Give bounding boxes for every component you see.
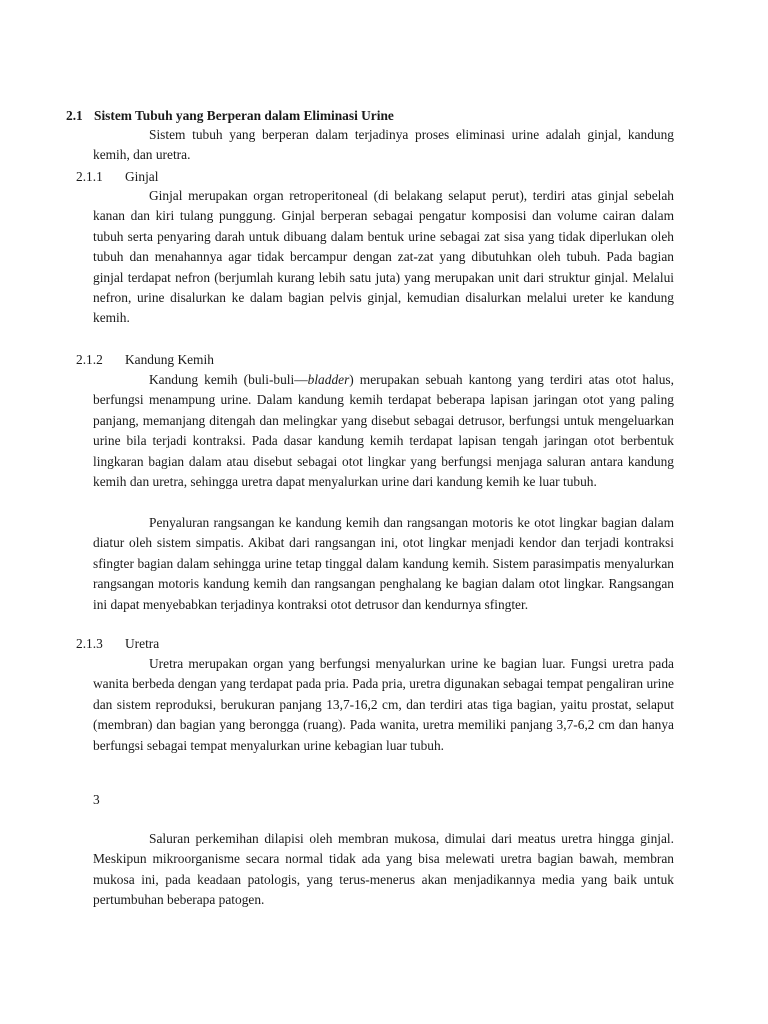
paragraph-uretra: Uretra merupakan organ yang berfungsi menyalurkan urine ke bagian luar. Fungsi uretra pada wanita berbeda dengan yang terdapat pada pria. Pada pria, uretra digunakan sebagai tempat pengaliran urine dan sistem reproduksi, berukuran panjang 13,7-16,2 cm, dan terdiri atas tiga bagian, yaitu prostat, selaput (membran) dan bagian yang berongga (ruang). Pada wanita, uretra memiliki panjang 3,7-6,2 cm dan hanya berfungsi sebagai tempat menyalurkan urine kebagian luar tubuh. [93,656,674,753]
subsection-heading-ginjal [76,168,158,186]
section-title: Sistem Tubuh yang Berperan dalam Eliminasi Urine [94,108,394,123]
subsection-number: 2.1.3 [76,636,103,651]
subsection-number: 2.1.2 [76,352,103,367]
subsection-title: Uretra [125,636,160,651]
paragraph-kandung-kemih-1 [93,370,674,492]
subsection-title: Ginjal [125,169,159,184]
paragraph-text: Kandung kemih (buli-buli— [149,372,308,387]
paragraph-kandung-kemih-2: Penyaluran rangsangan ke kandung kemih dan rangsangan motoris ke otot lingkar bagian dalam diatur oleh sistem simpatis. Akibat dari rangsangan ini, otot lingkar menjadi kendor dan terjadi kontraksi sfingter bagian dalam sehingga urine tetap tinggal dalam kandung kemih. Sistem parasimpatis menyalurkan rangsangan motoris kandung kemih dan rangsangan penghalang ke bagian dalam otot lingkar. Rangsangan ini dapat menyebabkan terjadinya kontraksi otot detrusor dan kendurnya sfingter. [93,515,674,612]
paragraph-italic-term: bladder [307,372,350,387]
subsection-heading-kandung-kemih [76,351,214,369]
paragraph-ginjal: Ginjal merupakan organ retroperitoneal (di belakang selaput perut), terdiri atas ginjal sebelah kanan dan kiri tulang punggung. Ginjal berperan sebagai pengatur komposisi dan volume cairan dalam tubuh serta penyaring darah untuk dibuang dalam bentuk urine sebagai zat sisa yang tidak diperlukan oleh tubuh dan menahannya agar tidak bercampur dengan zat-zat yang dibutuhkan oleh tubuh. Pada bagian ginjal terdapat nefron (berjumlah kurang lebih satu juta) yang merupakan unit dari struktur ginjal. Melalui nefron, urine disalurkan ke dalam bagian pelvis ginjal, kemudian disalurkan melalui ureter ke kandung kemih. [93,188,674,326]
page-number: 3 [93,792,100,807]
subsection-number: 2.1.1 [76,169,103,184]
section-heading [66,107,686,125]
closing-paragraph: Saluran perkemihan dilapisi oleh membran mukosa, dimulai dari meatus uretra hingga ginjal. Meskipun mikroorganisme secara normal tidak ada yang bisa melewati uretra bagian bawah, membran mukosa ini, pada keadaan patologis, yang terus-menerus akan menjadikannya media yang baik untuk pertumbuhan beberapa patogen. [93,831,674,908]
paragraph-text: ) merupakan sebuah kantong yang terdiri atas otot halus, berfungsi menampung urine. Dalam kandung kemih terdapat beberapa lapisan jaringan otot yang paling panjang, memanjang ditengah dan melingkar yang disebut sebagai detrusor, berfungsi untuk mengeluarkan urine bila terjadi kontraksi. Pada dasar kandung kemih terdapat lapisan tengah jaringan otot berbentuk lingkaran bagian dalam atau disebut sebagai otot lingkar yang berfungsi menjaga saluran antara kandung kemih dan uretra, sehingga uretra dapat menyalurkan urine dari kandung kemih ke luar tubuh. [93,372,674,490]
section-number: 2.1 [66,108,83,123]
subsection-title: Kandung Kemih [125,352,214,367]
intro-paragraph: Sistem tubuh yang berperan dalam terjadinya proses eliminasi urine adalah ginjal, kandung kemih, dan uretra. [93,127,674,163]
subsection-heading-uretra [76,635,159,653]
